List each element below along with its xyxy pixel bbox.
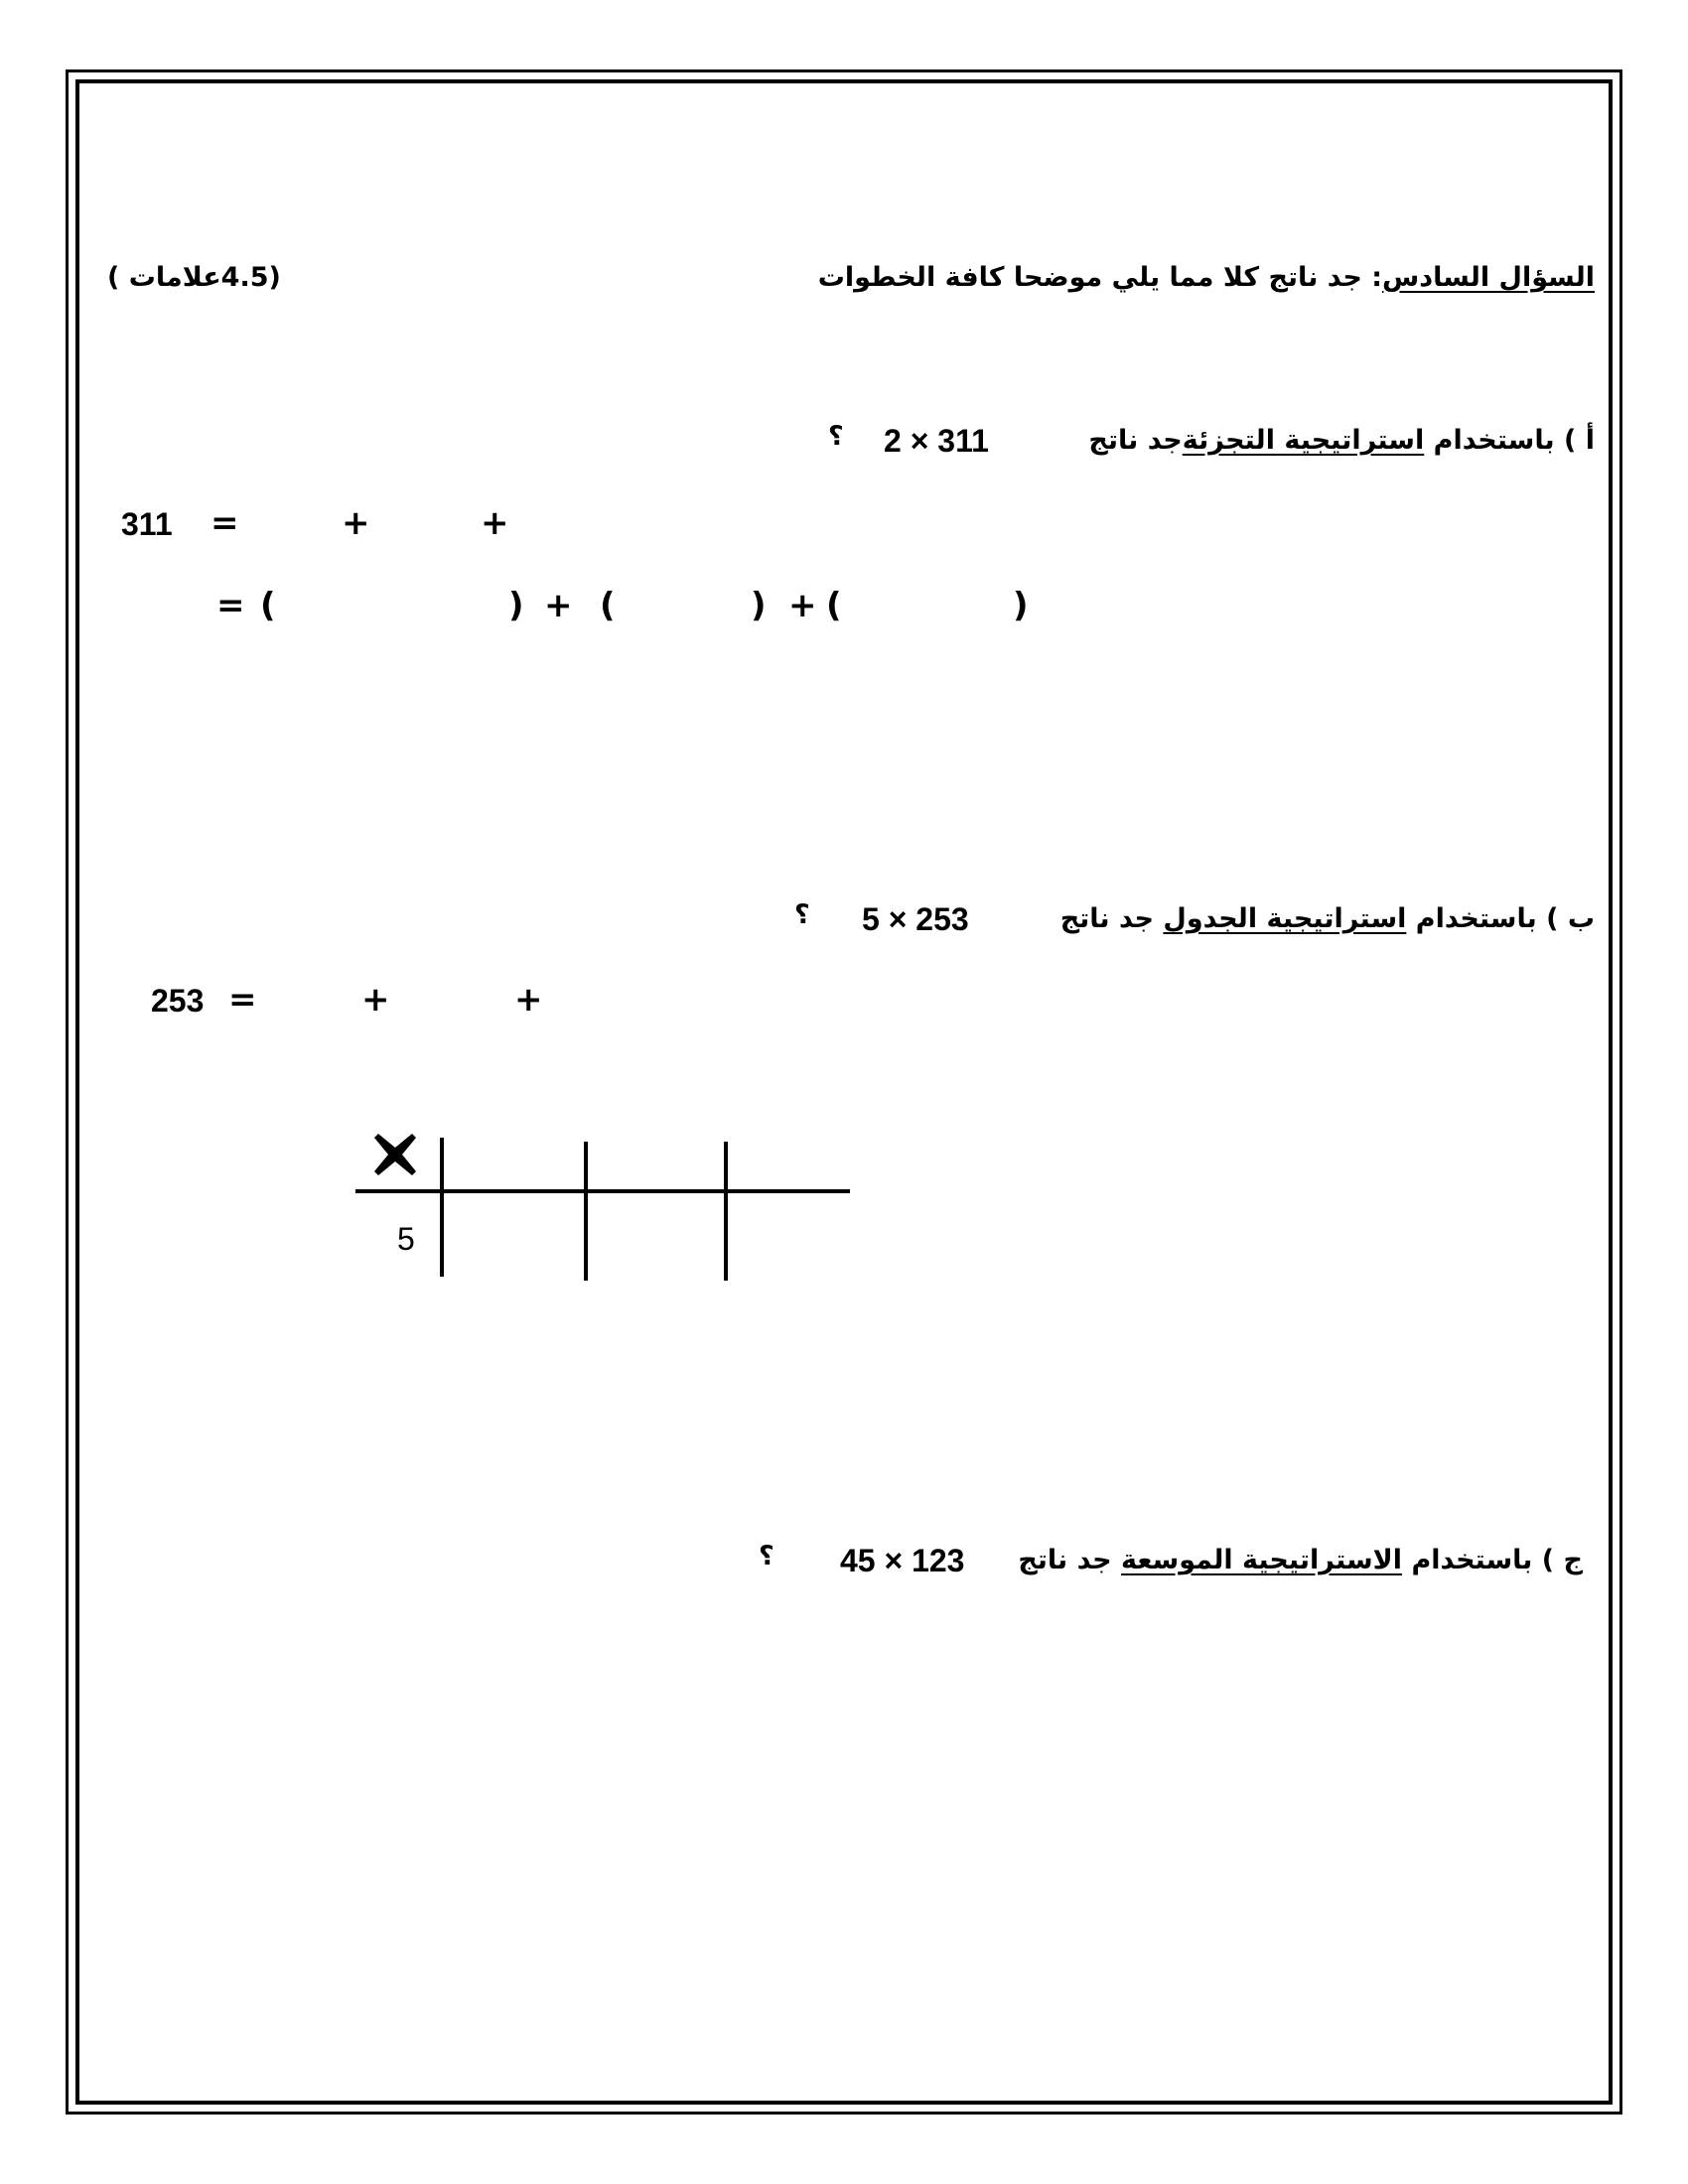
part-b-strategy: استراتيجية الجدول: [1163, 903, 1407, 934]
part-a-equals-2: =: [216, 586, 245, 625]
part-b-plus-2: +: [514, 980, 543, 1020]
table-multiplier: 5: [397, 1221, 415, 1257]
part-a-plus-4: +: [788, 586, 817, 625]
part-b-plus-1: +: [361, 980, 390, 1020]
question-label: السؤال السادس: [1382, 262, 1595, 293]
part-b-equals: =: [228, 980, 257, 1020]
part-b-find: جد ناتج: [1059, 903, 1164, 934]
part-a-prompt: [1088, 427, 1595, 454]
part-b-expression: 5 × 253: [862, 901, 969, 937]
part-a-paren-close-2: ): [751, 586, 767, 625]
part-c-expression: 45 × 123: [840, 1543, 965, 1578]
part-c-prefix: ج ) باستخدام: [1402, 1545, 1583, 1575]
part-a-paren-open-2: (: [600, 586, 616, 625]
part-a-paren-open-3: (: [826, 586, 842, 625]
part-b-prefix: ب ) باستخدام: [1406, 903, 1595, 934]
table-vertical-line-2: [584, 1142, 588, 1281]
part-a-plus-2: +: [481, 503, 509, 543]
part-b-prompt: [1060, 905, 1595, 932]
part-c-prompt: [1018, 1547, 1583, 1573]
part-c-find: جد ناتج: [1018, 1545, 1122, 1575]
part-a-paren-close-1: ): [508, 586, 524, 625]
question-instruction: : جد ناتج كلا مما يلي موضحا كافة الخطوات: [817, 262, 1382, 293]
part-a-plus-3: +: [544, 586, 573, 625]
marks-label: (4.5علامات ): [107, 262, 281, 293]
table-vertical-line-1: [440, 1138, 444, 1277]
part-a-paren-close-3: ): [1013, 586, 1029, 625]
part-a-strategy: استراتيجية التجزئة: [1182, 425, 1425, 456]
page-border-inner: [75, 79, 1613, 2105]
table-vertical-line-3: [724, 1142, 728, 1281]
part-b-decompose-number: 253: [151, 983, 205, 1019]
part-a-question-mark: ؟: [828, 421, 844, 452]
question-title: [818, 264, 1595, 291]
table-horizontal-line: [355, 1189, 850, 1193]
part-a-paren-open-1: (: [260, 586, 276, 625]
part-a-equals-1: =: [211, 503, 239, 543]
part-c-question-mark: ؟: [759, 1541, 774, 1571]
part-c-strategy: الاستراتيجية الموسعة: [1121, 1545, 1403, 1575]
part-a-find: جد ناتج: [1088, 425, 1183, 456]
part-a-expression: 2 × 311: [884, 423, 989, 459]
part-a-prefix: أ ) باستخدام: [1424, 425, 1595, 456]
part-a-decompose-number: 311: [121, 506, 173, 542]
part-a-plus-1: +: [342, 503, 370, 543]
part-b-question-mark: ؟: [794, 899, 810, 930]
multiply-icon: [372, 1132, 418, 1177]
